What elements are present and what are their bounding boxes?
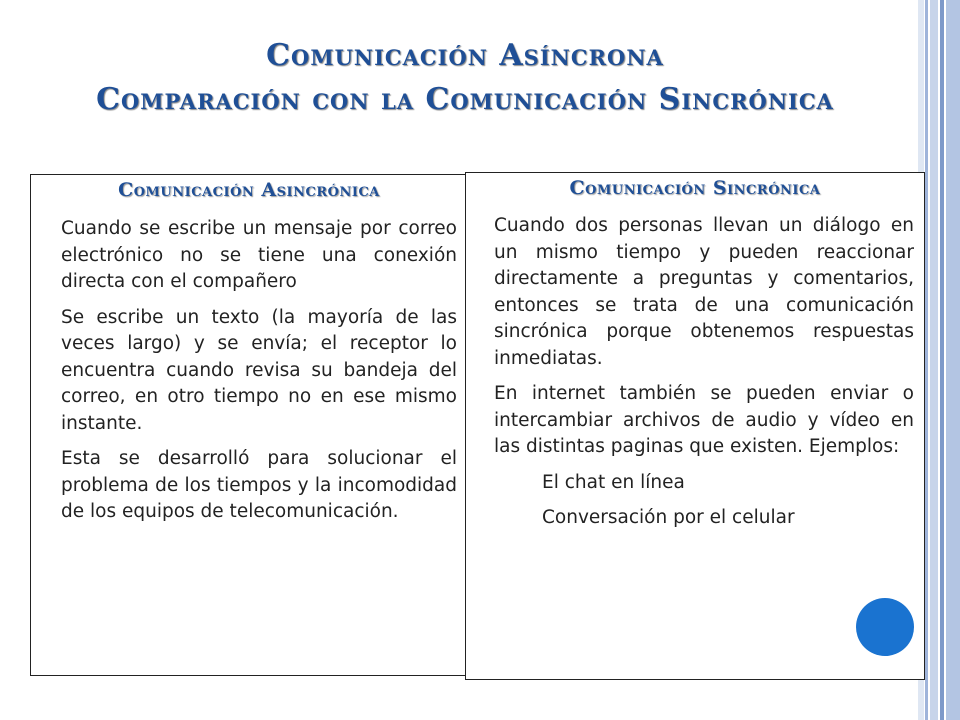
asynchronous-panel [30,174,468,676]
stripe-5 [946,0,960,720]
synchronous-paragraph: En internet también se pueden enviar o intercambiar archivos de audio y vídeo en las distintas paginas que existen. Ejemplos: [494,383,914,457]
synchronous-body [494,213,914,532]
example-item: El chat en línea [542,471,685,493]
blue-circle-decoration [856,598,914,656]
asynchronous-paragraph: Esta se desarrolló para solucionar el problema de los tiempos y la incomodidad de los equipos de telecomunicación. [61,448,457,522]
synchronous-heading: Comunicación Sincrónica [569,177,821,199]
synchronous-panel [465,172,925,680]
slide-title: Comunicación Asíncrona [266,38,664,73]
slide-subtitle: Comparación con la Comunicación Sincrónica [96,82,834,117]
asynchronous-heading: Comunicación Asincrónica [118,179,380,201]
asynchronous-body [61,216,457,526]
stripe-4 [940,0,944,720]
stripe-3 [930,0,938,720]
synchronous-paragraph: Cuando dos personas llevan un diálogo en un mismo tiempo y pueden reaccionar directamente a preguntas y comentarios, entonces se trata de una comunicación sincrónica porque obtenemos respuestas inmediatas. [494,215,914,369]
asynchronous-paragraph: Se escribe un texto (la mayoría de las veces largo) y se envía; el receptor lo encuentra cuando revisa su bandeja del correo, en otro tiempo no en ese mismo instante. [61,306,457,434]
example-item: Conversación por el celular [542,507,795,528]
asynchronous-paragraph: Cuando se escribe un mensaje por correo electrónico no se tiene una conexión directa con el compañero [61,218,457,292]
